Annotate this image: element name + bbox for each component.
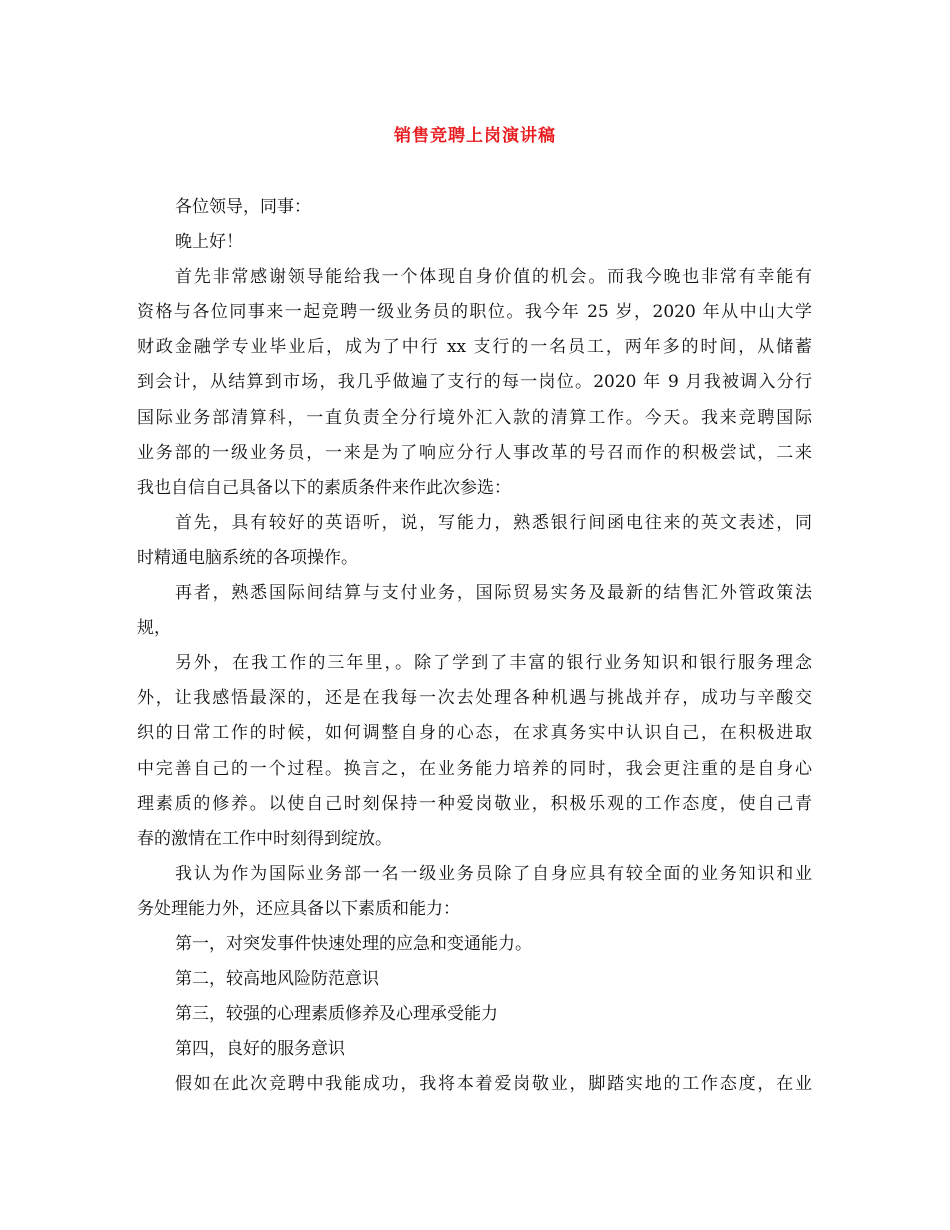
text-line: 财政金融学专业毕业后，成为了中行 xx 支行的一名员工，两年多的时间，从储蓄 bbox=[137, 337, 812, 358]
document-title: 销售竞聘上岗演讲稿 bbox=[394, 126, 556, 146]
text-line: 再者，熟悉国际间结算与支付业务，国际贸易实务及最新的结售汇外管政策法 bbox=[175, 583, 812, 604]
text-line: 首先非常感谢领导能给我一个体现自身价值的机会。而我今晚也非常有幸能有 bbox=[175, 267, 812, 288]
text-line: 业务部的一级业务员，一来是为了响应分行人事改革的号召而作的积极尝试，二来 bbox=[137, 442, 812, 463]
text-line: 春的激情在工作中时刻得到绽放。 bbox=[137, 828, 392, 849]
text-line: 到会计，从结算到市场，我几乎做遍了支行的每一岗位。2020 年 9 月我被调入分行 bbox=[137, 372, 812, 393]
text-line: 中完善自己的一个过程。换言之，在业务能力培养的同时，我会更注重的是自身心 bbox=[137, 758, 812, 779]
document-body bbox=[137, 190, 812, 1102]
text-line: 我认为作为国际业务部一名一级业务员除了自身应具有较全面的业务知识和业 bbox=[175, 863, 812, 884]
text-line: 务处理能力外，还应具备以下素质和能力： bbox=[137, 898, 460, 919]
text-line: 规， bbox=[137, 618, 171, 639]
text-line: 各位领导，同事： bbox=[175, 197, 311, 217]
text-line: 我也自信自己具备以下的素质条件来作此次参选： bbox=[137, 477, 511, 498]
text-line: 假如在此次竞聘中我能成功，我将本着爱岗敬业，脚踏实地的工作态度，在业 bbox=[175, 1074, 812, 1095]
text-line: 第三，较强的心理素质修养及心理承受能力 bbox=[175, 1004, 498, 1025]
text-line: 第一，对突发事件快速处理的应急和变通能力。 bbox=[175, 933, 532, 954]
text-line: 理素质的修养。以使自己时刻保持一种爱岗敬业，积极乐观的工作态度，使自己青 bbox=[137, 793, 812, 814]
text-line: 首先，具有较好的英语听，说，写能力，熟悉银行间函电往来的英文表述，同 bbox=[175, 512, 812, 533]
text-line: 外，让我感悟最深的，还是在我每一次去处理各种机遇与挑战并存，成功与辛酸交 bbox=[137, 688, 812, 709]
text-line: 时精通电脑系统的各项操作。 bbox=[137, 547, 358, 568]
text-line: 晚上好！ bbox=[175, 232, 243, 253]
text-line: 第二，较高地风险防范意识 bbox=[175, 969, 379, 990]
text-line: 织的日常工作的时候，如何调整自身的心态，在求真务实中认识自己，在积极进取 bbox=[137, 723, 812, 744]
text-line: 国际业务部清算科，一直负责全分行境外汇入款的清算工作。今天。我来竞聘国际 bbox=[137, 407, 812, 428]
text-line: 第四，良好的服务意识 bbox=[175, 1039, 345, 1060]
text-line: 另外，在我工作的三年里，。除了学到了丰富的银行业务知识和银行服务理念 bbox=[175, 653, 812, 674]
text-line: 资格与各位同事来一起竞聘一级业务员的职位。我今年 25 岁，2020 年从中山大学 bbox=[137, 302, 812, 323]
